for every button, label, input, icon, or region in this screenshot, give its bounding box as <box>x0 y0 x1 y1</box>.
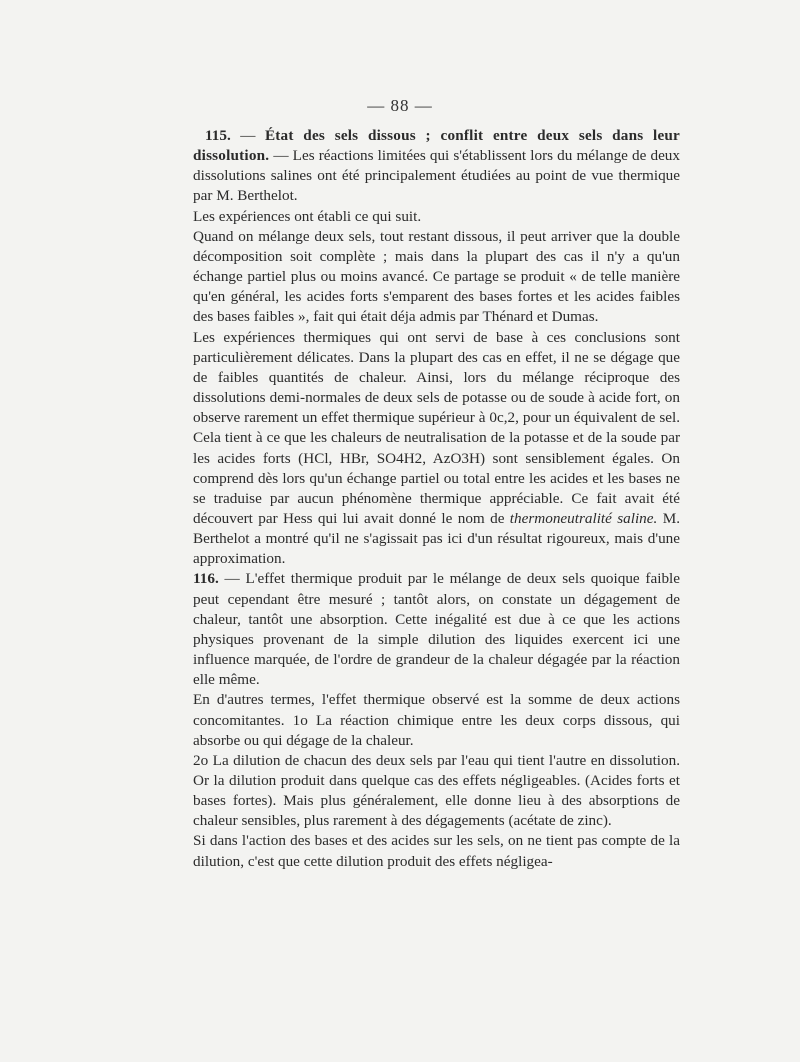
section-dash: — <box>230 127 265 144</box>
section-title: État des sels dissous ; conflit entre deux sels dans leur dissolution. <box>193 127 680 165</box>
paragraph-text: M. Berthelot a montré qu'il ne s'agissait pas ici d'un résultat rigoureux, mais d'une approximation. <box>193 509 680 568</box>
page-number: — 88 — <box>367 96 433 115</box>
section-115-paragraph <box>193 126 680 207</box>
paragraph-text: — Les réactions limitées qui s'établissent lors du mélange de deux dissolutions salines ont été principalement étudiées au point de vue thermique par M. Berthelot. <box>193 147 680 205</box>
emphasized-term: thermoneutralité saline. <box>509 509 658 527</box>
section-116-paragraph <box>193 569 680 690</box>
section-number: 116. <box>193 570 219 588</box>
paragraph <box>193 328 680 570</box>
paragraph: Les expériences ont établi ce qui suit. <box>193 207 422 225</box>
section-number: 115. <box>205 127 231 144</box>
paragraph: Si dans l'action des bases et des acides sur les sels, on ne tient pas compte de la dilution, c'est que cette dilution produit des effets négligea- <box>193 832 680 870</box>
paragraph-text: Les expériences thermiques qui ont servi de base à ces conclusions sont particulièrement délicates. Dans la plupart des cas en effet, il ne se dégage que de faibles quantités de chaleur. Ainsi, lors du mélange réciproque des dissolutions demi-normales de deux sels de potasse ou de soude à acide fort, on observe rarement un effet thermique supérieur à 0c,2, pour un équivalent de sel. Cela tient à ce que les chaleurs de neutralisation de la potasse et de la soude par les acides forts (HCl, HBr, SO4H2, AzO3H) sont sensiblement égales. On comprend dès lors qu'un échange partiel ou total entre les acides et les bases ne se traduise par aucun phénomène thermique appréciable. Ce fait avait été découvert par Hess qui lui avait donné le nom de <box>193 328 680 527</box>
paragraph: 2o La dilution de chacun des deux sels par l'eau qui tient l'autre en dissolution. Or la dilution produit dans quelque cas des effets négligeables. (Acides forts et bases fortes). Mais plus généralement, elle donne lieu à des absorptions de chaleur sensibles, plus rarement à des dégagements (acétate de zinc). <box>193 751 680 830</box>
paragraph: Quand on mélange deux sels, tout restant dissous, il peut arriver que la double décomposition soit complète ; mais dans la plupart des cas il n'y a qu'un échange partiel plus ou moins avancé. Ce partage se produit « de telle manière qu'en général, les acides forts s'emparent des bases fortes et les acides faibles des bases faibles », fait qui était déja admis par Thénard et Dumas. <box>193 227 680 326</box>
paragraph: En d'autres termes, l'effet thermique observé est la somme de deux actions concomitantes. 1o La réaction chimique entre les deux corps dissous, qui absorbe ou qui dégage de la chaleur. <box>193 691 680 749</box>
body-text <box>193 126 680 872</box>
paragraph-text: — L'effet thermique produit par le mélange de deux sels quoique faible peut cependant être mesuré ; tantôt alors, on constate un dégagement de chaleur, tantôt une absorption. Cette inégalité est due à ce que les actions physiques provenant de la simple dilution des liquides exercent ici une influence marquée, de l'ordre de grandeur de la chaleur dégagée par la réaction elle même. <box>193 570 680 689</box>
